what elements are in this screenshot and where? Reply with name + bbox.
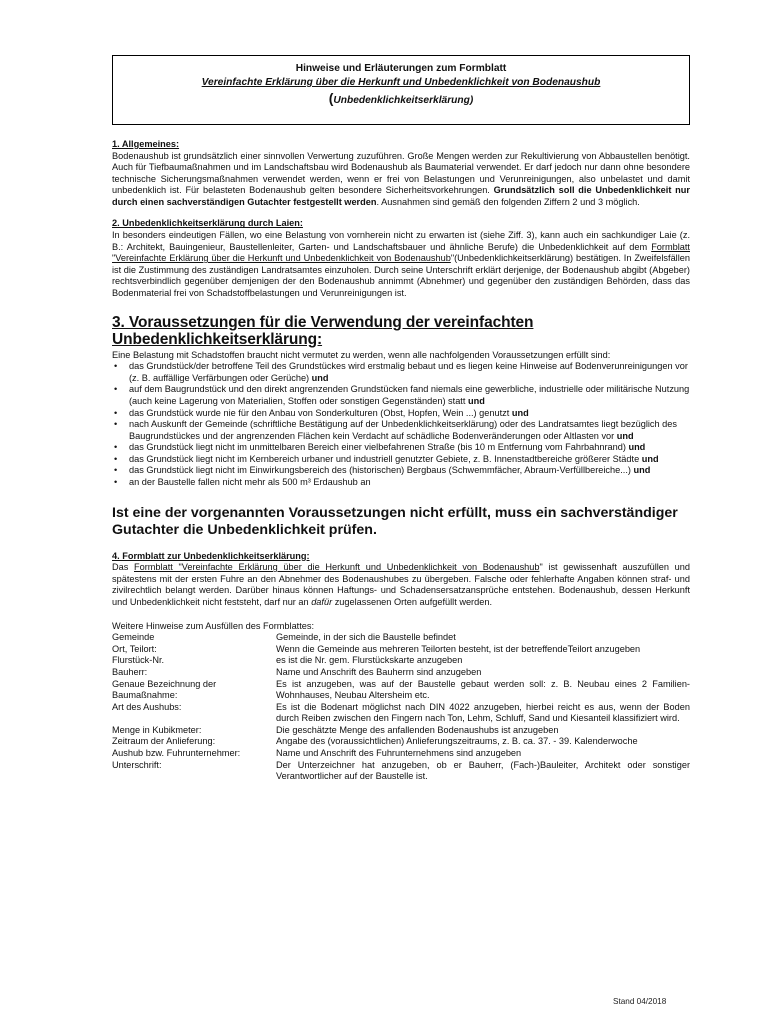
- form-short-name: [121, 90, 681, 109]
- bullet-icon: •: [114, 361, 118, 372]
- document-page: [112, 40, 690, 783]
- list-item: [112, 442, 690, 454]
- list-item: [112, 419, 690, 442]
- form-short-name-text: Unbedenklichkeitserklärung): [333, 95, 474, 106]
- hint-value: Wenn die Gemeinde aus mehreren Teilorten besteht, ist der betreffendeTeilort anzugeben: [276, 643, 641, 654]
- hint-value: Der Unterzeichner hat anzugeben, ob er Bauherr, (Fach-)Bauleiter, Architekt oder sonstiger Verantwortlicher auf der Baustelle ist.: [276, 759, 690, 782]
- list-item: [112, 384, 690, 407]
- section-laien-body-b: "(Unbedenklichkeitserklärung) bestätigen. In Zweifelsfällen ist die Zustimmung des zuständigen Landratsamtes einzuholen. Durch seine Unterschrift erklärt derjenige, der Bodenaushub abgibt (Abgeber) rechtsverbindlich gegenüber demjenigen der den Bodenaushub annimmt (Abnehmer) und gegenüber den zuständigen Behörden, dass das Bodenmaterial frei von Schadstoffbelastungen und Verunreinigungen ist.: [112, 253, 690, 298]
- list-item: [112, 408, 690, 420]
- document-title: Hinweise und Erläuterungen zum Formblatt: [295, 63, 507, 74]
- form-short-name-paren: (: [328, 90, 334, 106]
- table-row: [112, 702, 690, 725]
- section-formblatt-text: [112, 562, 690, 608]
- list-item-and: und: [467, 395, 485, 406]
- hint-value: Die geschätzte Menge des anfallenden Bodenaushubs ist anzugeben: [276, 724, 559, 735]
- list-item: [112, 477, 690, 489]
- list-item-and: und: [633, 465, 651, 476]
- section-general-tail: . Ausnahmen sind gemäß den folgenden Ziffern 2 und 3 möglich.: [376, 196, 640, 207]
- hint-key: Genaue Bezeichnung der Baumaßnahme:: [112, 678, 217, 701]
- list-item-text: das Grundstück liegt nicht im Kernbereich urbaner und industriell genutzter Gebiete, z. B. Innenstadtbereiche größerer Städte: [129, 453, 642, 464]
- hint-key: Aushub bzw. Fuhrunternehmer:: [112, 748, 241, 759]
- section-formblatt-body-c: zugelassenen Orten aufgefüllt werden.: [332, 596, 493, 607]
- section-general-bold: Grundsätzlich soll die Unbedenklichkeit nur durch einen sachverständigen Gutachter festgestellt werden: [112, 185, 690, 207]
- section-general-heading: 1. Allgemeines:: [112, 139, 180, 149]
- hints-title: Weitere Hinweise zum Ausfüllen des Formblattes:: [112, 620, 315, 631]
- hint-value: Name und Anschrift des Bauherrn sind anzugeben: [276, 666, 482, 677]
- bullet-icon: •: [114, 419, 118, 430]
- section-requirements-intro: Eine Belastung mit Schadstoffen braucht nicht vermutet zu werden, wenn alle nachfolgenden Voraussetzungen erfüllt sind:: [112, 349, 611, 360]
- hint-value: Name und Anschrift des Fuhrunternehmens sind anzugeben: [276, 748, 522, 759]
- section-general-text: [112, 151, 690, 209]
- hint-value: Angabe des (voraussichtlichen) Anlieferungszeitraums, z. B. ca. 37. - 39. Kalenderwoche: [276, 736, 638, 747]
- hint-key: Ort, Teilort:: [112, 643, 157, 654]
- section-laien-heading: 2. Unbedenklichkeitserklärung durch Laien:: [112, 218, 303, 229]
- hint-key: Menge in Kubikmeter:: [112, 724, 202, 735]
- section-laien: [112, 218, 690, 299]
- bullet-icon: •: [114, 407, 118, 418]
- list-item-and: und: [628, 442, 646, 453]
- table-row: [112, 644, 690, 656]
- table-row: [112, 679, 690, 702]
- hint-key: Bauherr:: [112, 666, 148, 677]
- list-item-and: und: [511, 407, 529, 418]
- list-item-text: auf dem Baugrundstück und den direkt angrenzenden Grundstücken fand niemals eine gewerbliche, industrielle oder militärische Nutzung (auch keine Lagerung von Materialien, Stoffen oder sonstigen Gegenständen) statt: [129, 384, 690, 406]
- section-formblatt-italic: dafür: [311, 596, 333, 607]
- bullet-icon: •: [114, 477, 118, 488]
- requirements-list: [112, 361, 690, 489]
- list-item-and: und: [311, 372, 329, 383]
- list-item-text: an der Baustelle fallen nicht mehr als 500 m³ Erdaushub an: [129, 477, 371, 488]
- list-item: [112, 454, 690, 466]
- list-item-and: und: [641, 453, 659, 464]
- hint-value: es ist die Nr. gem. Flurstückskarte anzugeben: [276, 655, 463, 666]
- section-formblatt: [112, 551, 690, 783]
- section-requirements-heading: 3. Voraussetzungen für die Verwendung der vereinfachten Unbedenklichkeitserklärung:: [112, 313, 534, 348]
- title-box: [112, 55, 690, 125]
- bullet-icon: •: [114, 465, 118, 476]
- hint-value: Es ist anzugeben, was auf der Baustelle gebaut werden soll: z. B. Neubau eines 2 Familien- Wohnhauses, Neubau Altersheim etc.: [276, 678, 690, 701]
- formblatt-link[interactable]: Formblatt "Vereinfachte Erklärung über die Herkunft und Unbedenklichkeit von Bodenaushub: [134, 562, 540, 573]
- bullet-icon: •: [114, 384, 118, 395]
- table-row: [112, 632, 690, 644]
- list-item-text: das Grundstück wurde nie für den Anbau von Sonderkulturen (Obst, Hopfen, Wein ...) genutzt: [129, 407, 512, 418]
- section-general-body: Bodenaushub ist grundsätzlich einer sinnvollen Verwertung zuzuführen. Große Mengen werden zur Rekultivierung von Abbaustellen benötigt. Auch für Tiefbaumaßnahmen und im Landschaftsbau wird Bodenaushub als Baumaterial verwendet. Er darf jedoch nur dann ohne besondere technische Sicherungsmaßnahmen verwendet werden, wenn er frei von Belastungen und Verunreinigungen, also unbelastet und damit unbedenklich ist. Für belasteten Bodenaushub gelten besondere Sicherheitsvorkehrungen.: [112, 150, 690, 196]
- list-item: [112, 465, 690, 477]
- hint-key: Art des Aushubs:: [112, 701, 182, 712]
- hint-key: Flurstück-Nr.: [112, 655, 165, 666]
- list-item-text: nach Auskunft der Gemeinde (schriftliche Bestätigung auf der Unbedenklichkeitserklärung) oder des Landratsamtes liegt bezüglich des Baugrundstückes und der angrenzenden Flächen kein Verdacht auf schädliche Bodenveränderungen oder Altlasten vor: [129, 419, 677, 441]
- hints-table: [112, 632, 690, 783]
- table-row: [112, 748, 690, 760]
- list-item-text: das Grundstück liegt nicht im Einwirkungsbereich des (historischen) Bergbaus (Schwemmfächer, Abraum-Verfüllbereiche...): [129, 465, 634, 476]
- section-formblatt-heading: 4. Formblatt zur Unbedenklichkeitserklärung:: [112, 550, 310, 561]
- bullet-icon: •: [114, 453, 118, 464]
- list-item-text: das Grundstück/der betroffene Teil des Grundstückes wird erstmalig bebaut und es liegen keine Hinweise auf Bodenverunreinigungen vor (z. B. auffällige Verfärbungen oder Gerüche): [129, 361, 688, 383]
- hint-key: Gemeinde: [112, 632, 155, 643]
- form-name: Vereinfachte Erklärung über die Herkunft und Unbedenklichkeit von Bodenaushub: [201, 77, 601, 88]
- table-row: [112, 667, 690, 679]
- section-requirements: [112, 314, 690, 539]
- bullet-icon: •: [114, 442, 118, 453]
- expert-notice: Ist eine der vorgenannten Voraussetzungen nicht erfüllt, muss ein sachverständiger Gutachter die Unbedenklichkeit prüfen.: [112, 504, 678, 538]
- list-item: [112, 361, 690, 384]
- hint-value: Es ist die Bodenart möglichst nach DIN 4022 anzugeben, hierbei reicht es aus, wenn der Boden durch Reiben zwischen den Fingern nach Ton, Lehm, Schluff, Sand und Kiesanteil klassifiziert wird.: [276, 701, 690, 724]
- section-general: [112, 139, 690, 208]
- formblatt-link[interactable]: Formblatt "Vereinfachte Erklärung über die Herkunft und Unbedenklichkeit von Bodenaushub: [112, 241, 690, 264]
- table-row: [112, 736, 690, 748]
- hint-key: Zeitraum der Anlieferung:: [112, 736, 216, 747]
- section-laien-text: [112, 230, 690, 300]
- section-formblatt-body-a: Das: [112, 562, 134, 573]
- table-row: [112, 725, 690, 737]
- list-item-text: das Grundstück liegt nicht im unmittelbaren Bereich einer vielbefahrenen Straße (bis 10 m Entfernung vom Fahrbahnrand): [129, 442, 629, 453]
- table-row: [112, 760, 690, 783]
- table-row: [112, 655, 690, 667]
- stand-date: Stand 04/2018: [613, 997, 667, 1006]
- section-formblatt-body-b: " ist gewissenhaft auszufüllen und spätestens mit der ersten Fuhre an den Abnehmer des Bodenaushubes zu übergeben. Falsche oder fehlerhafte Angaben können straf- und zivilrechtlich belangt werden. Darüber hinaus können Haftungs- und Schadensersatzansprüche entstehen. Bodenaushub, dessen Herkunft und Unbedenklichkeit nicht feststeht, darf nur an: [112, 562, 690, 607]
- section-laien-body-a: In besonders eindeutigen Fällen, wo eine Belastung von vornherein nicht zu erwarten ist (siehe Ziff. 3), kann auch ein sachkundiger Laie (z. B.: Architekt, Bauingenieur, Baustellenleiter, Garten- und Landschaftsbauer und ähnliche Berufe) die Unbedenklichkeit auf dem: [112, 229, 690, 252]
- hint-value: Gemeinde, in der sich die Baustelle befindet: [276, 632, 456, 643]
- list-item-and: und: [616, 430, 634, 441]
- hint-key: Unterschrift:: [112, 759, 162, 770]
